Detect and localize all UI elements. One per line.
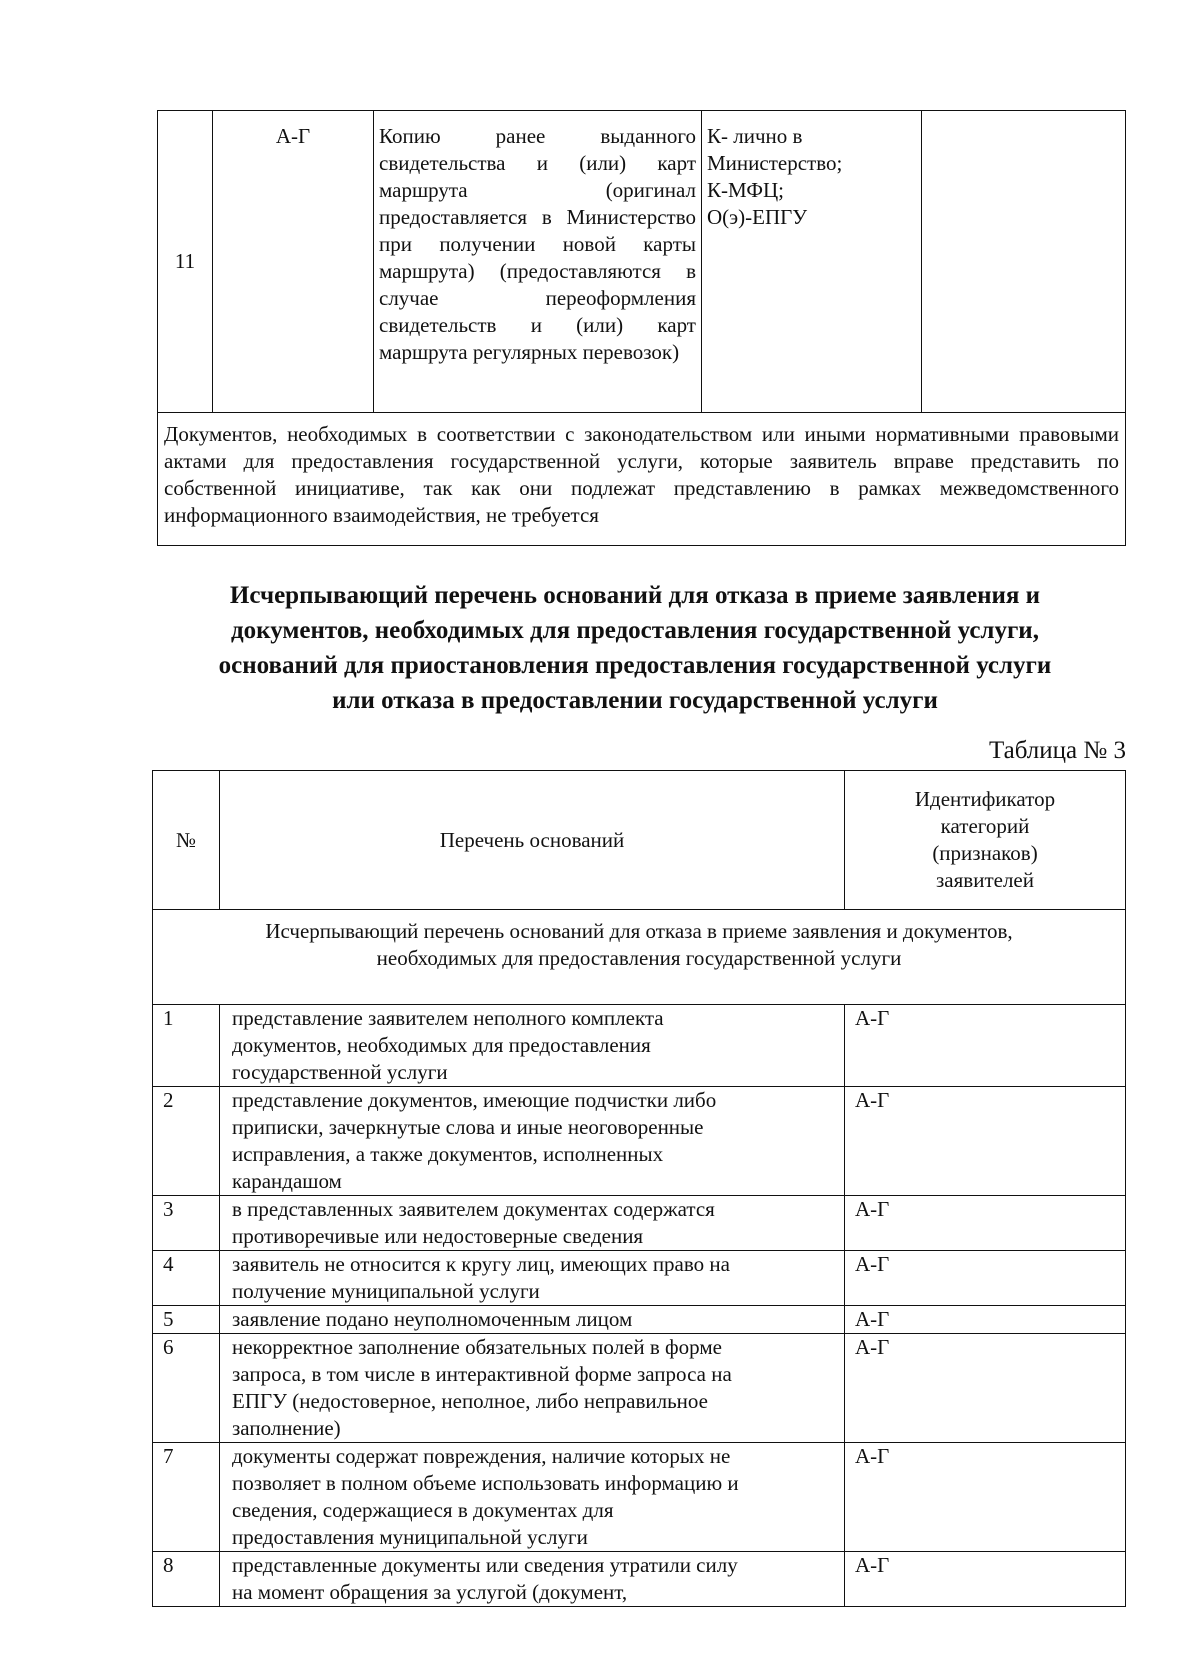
row-category: А-Г <box>213 111 374 413</box>
table-header-row <box>153 771 1126 910</box>
row-line: представленные документы или сведения утратили силу <box>232 1553 738 1577</box>
header-number: № <box>153 771 220 910</box>
heading-line: Исчерпывающий перечень оснований для отказа в приеме заявления и <box>229 582 1041 609</box>
row-number: 11 <box>158 111 213 413</box>
row-ground <box>220 1196 845 1251</box>
row-category-id: А-Г <box>845 1087 1126 1196</box>
row-number: 3 <box>153 1196 220 1251</box>
table-row <box>153 1443 1126 1552</box>
row-category-id: А-Г <box>845 1443 1126 1552</box>
row-category-id: А-Г <box>845 1334 1126 1443</box>
submission-line: К- лично в Министерство; <box>707 124 843 175</box>
documents-note: Документов, необходимых в соответствии с законодательством или иными нормативными правовыми актами для предоставления государственной услуги, которые заявитель вправе представить по собственной инициативе, так как они подлежат представлению в рамках межведомственного информационного взаимодействия, не требуется <box>158 413 1126 546</box>
row-number: 1 <box>153 1005 220 1087</box>
row-category-id: А-Г <box>845 1552 1126 1607</box>
table-row <box>153 1251 1126 1306</box>
row-category-id: А-Г <box>845 1251 1126 1306</box>
submission-line: О(э)-ЕПГУ <box>707 205 808 229</box>
row-ground <box>220 1251 845 1306</box>
row-line: позволяет в полном объеме использовать информацию и <box>232 1471 739 1495</box>
row-line: сведения, содержащиеся в документах для <box>232 1498 614 1522</box>
row-line: документов, необходимых для предоставления <box>232 1033 651 1057</box>
heading-line: или отказа в предоставлении государственной услуги <box>332 687 938 714</box>
heading-line: документов, необходимых для предоставления государственной услуги, <box>231 617 1039 644</box>
section-heading <box>150 578 1120 718</box>
previous-documents-table <box>157 110 1126 546</box>
table-row <box>153 1087 1126 1196</box>
row-line: заполнение) <box>232 1416 341 1440</box>
row-line: ЕПГУ (недостоверное, неполное, либо неправильное <box>232 1389 708 1413</box>
row-line: государственной услуги <box>232 1060 448 1084</box>
row-number: 6 <box>153 1334 220 1443</box>
heading-line: оснований для приостановления предоставления государственной услуги <box>218 652 1052 679</box>
table-row <box>158 111 1126 413</box>
row-number: 2 <box>153 1087 220 1196</box>
row-number: 7 <box>153 1443 220 1552</box>
row-category-id: А-Г <box>845 1196 1126 1251</box>
row-line: заявитель не относится к кругу лиц, имеющих право на <box>232 1252 730 1276</box>
table-row <box>153 1306 1126 1334</box>
table-row <box>153 1334 1126 1443</box>
row-ground <box>220 1443 845 1552</box>
row-number: 5 <box>153 1306 220 1334</box>
row-line: получение муниципальной услуги <box>232 1279 540 1303</box>
header-applicant-category-id <box>845 771 1126 910</box>
section-line: необходимых для предоставления государственной услуги <box>376 946 902 970</box>
row-line: запроса, в том числе в интерактивной форме запроса на <box>232 1362 732 1386</box>
row-ground <box>220 1087 845 1196</box>
row-line: представление заявителем неполного комплекта <box>232 1006 664 1030</box>
row-ground <box>220 1005 845 1087</box>
row-line: на момент обращения за услугой (документ, <box>232 1580 628 1604</box>
row-empty-cell <box>922 111 1126 413</box>
section-row <box>153 910 1126 1005</box>
section-title <box>153 910 1126 1005</box>
header-line: заявителей <box>936 868 1034 892</box>
row-ground <box>220 1306 845 1334</box>
row-line: приписки, зачеркнутые слова и иные неоговоренные <box>232 1115 704 1139</box>
section-line: Исчерпывающий перечень оснований для отказа в приеме заявления и документов, <box>265 919 1013 943</box>
header-grounds-list: Перечень оснований <box>220 771 845 910</box>
row-line: документы содержат повреждения, наличие которых не <box>232 1444 731 1468</box>
row-line: заявление подано неуполномоченным лицом <box>232 1307 633 1331</box>
row-line: в представленных заявителем документах содержатся <box>232 1197 715 1221</box>
row-document-description: Копию ранее выданного свидетельства и (или) карт маршрута (оригинал предоставляется в Министерство при получении новой карты маршрута) (предоставляются в случае переоформления свидетельств и (или) карт маршрута регулярных перевозок) <box>374 111 702 413</box>
grounds-table <box>152 770 1126 1607</box>
row-number: 8 <box>153 1552 220 1607</box>
row-submission-methods <box>702 111 922 413</box>
table-row <box>158 413 1126 546</box>
table-row <box>153 1005 1126 1087</box>
table-row <box>153 1196 1126 1251</box>
table-caption: Таблица № 3 <box>988 737 1126 764</box>
header-line: Идентификатор <box>914 787 1056 811</box>
row-number: 4 <box>153 1251 220 1306</box>
row-line: представление документов, имеющие подчистки либо <box>232 1088 717 1112</box>
row-category-id: А-Г <box>845 1005 1126 1087</box>
table-row <box>153 1552 1126 1607</box>
row-ground <box>220 1334 845 1443</box>
header-line: категорий <box>940 814 1030 838</box>
row-line: противоречивые или недостоверные сведения <box>232 1224 644 1248</box>
row-ground <box>220 1552 845 1607</box>
submission-line: К-МФЦ; <box>707 178 784 202</box>
header-line: (признаков) <box>932 841 1038 865</box>
row-line: некорректное заполнение обязательных полей в форме <box>232 1335 722 1359</box>
row-category-id: А-Г <box>845 1306 1126 1334</box>
row-line: исправления, а также документов, исполненных <box>232 1142 664 1166</box>
row-line: карандашом <box>232 1169 342 1193</box>
row-line: предоставления муниципальной услуги <box>232 1525 588 1549</box>
